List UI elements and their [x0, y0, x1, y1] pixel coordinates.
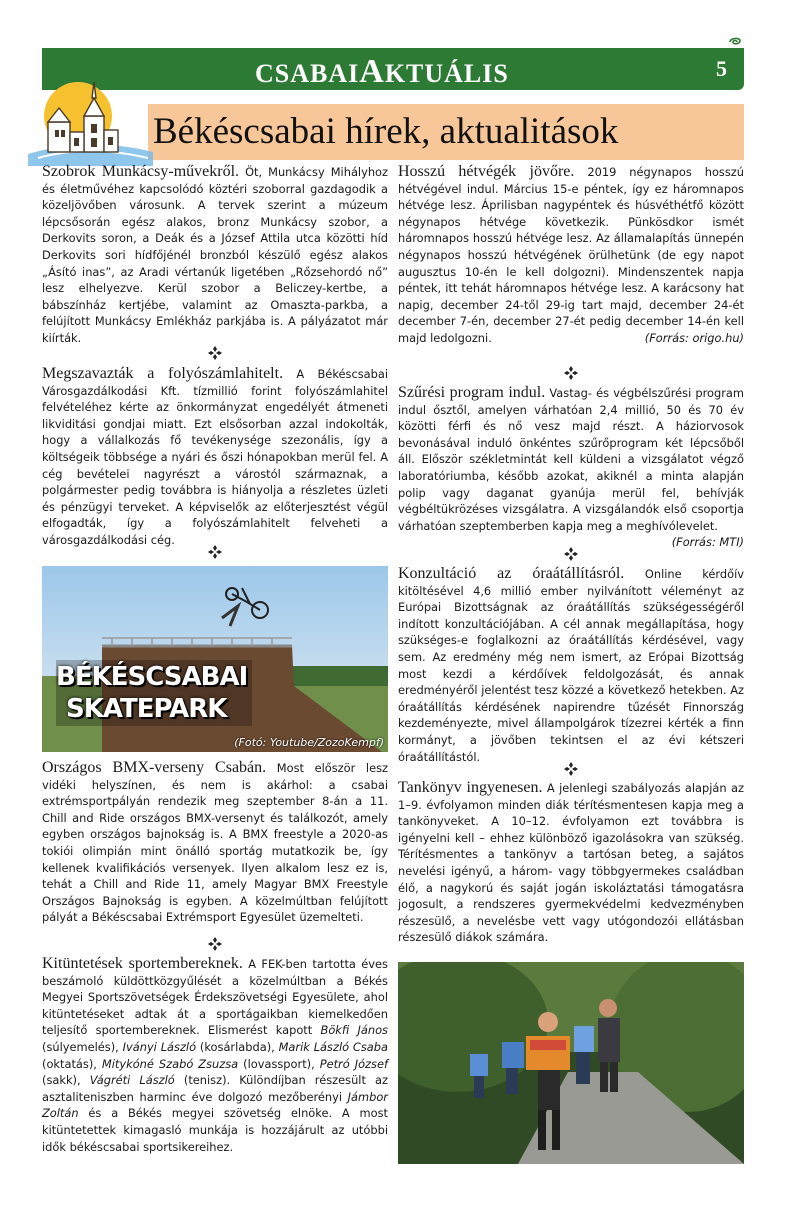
- left-column-3: [42, 760, 388, 926]
- awardee-name: Vágréti László: [89, 1073, 175, 1088]
- masthead-brand: [255, 50, 509, 90]
- right-column-3: [398, 566, 744, 765]
- right-column: [398, 164, 744, 347]
- schoolchildren-illustration: [398, 962, 744, 1164]
- right-column-4: [398, 780, 744, 946]
- diamond-separator-icon: [208, 346, 222, 360]
- article-tankonyv: [398, 780, 744, 946]
- article-body-part: és a Békés megyei szövetség elnöke. A most kitüntetettek kimagasló munkája is hozzájárult az utóbbi idők békéscsabai sportsikereihez.: [42, 1106, 388, 1154]
- awardee-name: Bökfi János: [320, 1023, 388, 1038]
- article-body-part: A FEK-ben tartotta éves beszámoló küldöttközgyűlését a közelmúltban a Békés Megyei Sportszövetségek Érdekszövetségi Egyesülete, ahol kitüntetéseket adtak át a sportágaikban kiemelkedően teljesítő sportembereknek. Elismerést kapott: [42, 957, 388, 1038]
- diamond-separator-icon: [208, 545, 222, 559]
- left-column: [42, 164, 388, 347]
- article-hetvegek: [398, 164, 744, 347]
- article-heading: Szűrési program indul.: [398, 384, 546, 401]
- article-body: A jelenlegi szabályozás alapján az 1–9. évfolyamon minden diák térítésmentesen kapja meg a tankönyveket. A 10–12. évfolyamon ezt továbbra is igényelni kell – ehhez különböző igazolásokra van szükség. Térítésmentes a tankönyv a tartósan beteg, a sajátos nevelési igényű, a három- vagy többgyermekes családban élő, a nagykorú és saját jogán iskoláztatási támogatásra jogosult, a rendszeres gyermekvédelmi kedvezményben részesülő, a nevelésbe vett vagy utógondozói ellátásban részesülő diákok számára.: [398, 781, 744, 945]
- awardee-name: Mitykóné Szabó Zsuzsa: [101, 1056, 239, 1071]
- article-body-part: (lovassport),: [238, 1056, 320, 1071]
- section-title: Békéscsabai hírek, aktualitások: [153, 111, 619, 152]
- article-source: (Forrás: MTI): [671, 535, 744, 550]
- article-bmx: [42, 760, 388, 926]
- brand-part-a: A: [359, 53, 385, 90]
- article-heading: Szobrok Munkácsy-művekről.: [42, 163, 240, 180]
- article-folyoszamla: [42, 366, 388, 549]
- skatepark-title-line2: SKATEPARK: [66, 694, 227, 724]
- article-heading: Megszavazták a folyószámlahitelt.: [42, 365, 284, 382]
- article-heading: Kitüntetések sportembereknek.: [42, 955, 243, 972]
- swirl-ornament-icon: [728, 36, 742, 46]
- article-body-part: (oktatás),: [42, 1056, 102, 1071]
- skatepark-photo: [42, 566, 388, 752]
- skatepark-illustration: [42, 566, 388, 752]
- article-heading: Hosszú hétvégék jövőre.: [398, 163, 575, 180]
- left-column-2: [42, 366, 388, 549]
- article-body: Vastag- és végbélszűrési program indul ősztől, amelyen várhatóan 2,4 millió, 50 és 70 év közötti férfi és nő vesz majd részt. A háziorvosok bevonásával induló önkéntes szűrőprogram két lépcsőből áll. Először székletmintát kell küldeni a vizsgálatot végző laboratóriumba, később azokat, akiknél a minta alapján polip vagy daganat gyanúja merül fel, behívják végbéltükrözéses vizsgálatra. A vizsgálandók első csoportja várhatóan szeptemberben kapja meg a meghívólevelet.: [398, 386, 745, 533]
- article-body: Öt, Munkácsy Mihályhoz és életművéhez kapcsolódó köztéri szoborral gazdagodik a közeljövőben városunk. A tervek szerint a múzeum lépcsősorán egész alakos, bronz Munkácsy szobor, a Derkovits soron, a Deák és a József Attila utca közötti híd Derkovits sori hídfőjénél bronzból készülő egész alakos „Ásító inas”, az Aradi vértanúk ligetében „Rőzsehordó nő” lesz elhelyezve. Kerül szobor a Beliczey-kertbe, a bábszínház kertjébe, valamint az Omaszta-parkba, a felújított Munkácsy Emlékház parkjába is. A pályázatot már kiírták.: [42, 165, 388, 345]
- diamond-separator-icon: [564, 762, 578, 776]
- diamond-separator-icon: [208, 937, 222, 951]
- article-oraallitas: [398, 566, 744, 765]
- right-column-2: [398, 385, 744, 551]
- article-munkacsy: [42, 164, 388, 347]
- article-body-part: (súlyemelés),: [42, 1039, 123, 1054]
- article-body-part: (sakk),: [42, 1073, 90, 1088]
- article-body-part: (kosárlabda),: [196, 1039, 279, 1054]
- article-kituntetesek: [42, 956, 388, 1155]
- skatepark-title-line1: BÉKÉSCSABAI: [56, 662, 248, 692]
- article-body-part: (tenisz). Különdíjban részesült az asztaliteniszben harminc éve dolgozó mezőberényi: [42, 1073, 388, 1104]
- article-body: A Békéscsabai Városgazdálkodási Kft. tízmillió forint folyószámlahitel felvételéhez kérte az önkormányzat engedélyét átmeneti likviditási gondjai miatt. Ezt elsősorban azzal indokolták, hogy a vállalkozás fő tevékenysége szezonális, így a költségeik többsége a nyári és őszi hónapokban merül fel. A cég bevételei nagyrészt a várostól származnak, a polgármester pedig továbbra is hiányolja a részletes üzleti és pénzügyi terveket. A képviselők az előterjesztést végül elfogadták, így a folyószámlahitelt felveheti a városgazdálkodási cég.: [42, 367, 389, 547]
- awardee-name: Iványi László: [122, 1039, 197, 1054]
- awardee-name: Marik László Csaba: [278, 1039, 388, 1054]
- article-heading: Országos BMX-verseny Csabán.: [42, 759, 267, 776]
- article-body: 2019 négynapos hosszú hétvégével indul. Március 15-e péntek, így ez háromnapos hétvége lesz. Áprilisban nagypéntek és húsvéthétfő között négynapos hétvége következik. Pünkösdkor ismét háromnapos hosszú hétvége lesz. Az államalapítás ünnepén négynapos hosszú hétvégének örülhetünk (de egy napot augusztus 10-én le kell dolgozni). Mindenszentek napja péntek, itt tehát háromnapos hétvége lesz. A karácsony hat napig, december 24-től 29-ig tart majd, december 24-ét december 7-én, december 27-ét pedig december 14-én kell majd ledolgozni.: [398, 165, 745, 345]
- diamond-separator-icon: [564, 547, 578, 561]
- diamond-separator-icon: [564, 366, 578, 380]
- article-source: (Forrás: origo.hu): [644, 330, 744, 345]
- article-szuresi: [398, 384, 745, 550]
- brand-part-csabai: CSABAI: [255, 59, 360, 88]
- left-column-4: [42, 956, 388, 1155]
- article-heading: Konzultáció az óraátállításról.: [398, 565, 625, 582]
- brand-part-ktualis: KTUÁLIS: [384, 59, 509, 88]
- awardee-name: Jámbor Zoltán: [42, 1089, 388, 1121]
- awardee-name: Petró József: [319, 1056, 388, 1071]
- article-heading: Tankönyv ingyenesen.: [398, 779, 543, 796]
- church-sun-logo-icon: [28, 74, 153, 166]
- article-body: Most először lesz vidéki helyszínen, és nem is akárhol: a csabai extrémsportpályán rendezik meg szeptember 8-án a 11. Chill and Ride országos BMX-versenyt és találkozót, amely egyben országos bajnokság is. A BMX freestyle a 2020-as tokiói olimpián mint önálló sportág mutatkozik be, így kellenek kvalifikációs versenyek. Ilyen alkalom lesz ez is, tehát a Chill and Ride 11, amely Magyar BMX Freestyle Országos Bajnokság is egyben. A közelmúltban felújított pályát a Békéscsabai Extrémsport Egyesület üzemelteti.: [42, 761, 389, 925]
- article-body: Online kérdőív kitöltésével 4,6 millió ember nyilvánított véleményt az Európai Bizottságnak az óraátállítás szükségességéről indított konzultációjában. A cél annak megállapítása, hogy szükséges-e foglalkozni az óraátállítás kérdésével, vagy sem. Az eredmény még nem ismert, az Erópai Bizottság most kezdi a kérdőívek feldolgozását, és annak eredményéről jelentést tesz közzé a következő hetekben. Az óraátállítás kérdésének napirendre tűzését Finnország kezdeményezte, mivel állampolgárok tízezrei kérték a finn kormányt, a jövőben tekintsen el az évi kétszeri óraátállítástól.: [398, 567, 745, 764]
- photo-credit: (Fotó: Youtube/ZozoKempf): [234, 736, 384, 749]
- page-number: 5: [716, 56, 727, 81]
- schoolchildren-photo: [398, 962, 744, 1164]
